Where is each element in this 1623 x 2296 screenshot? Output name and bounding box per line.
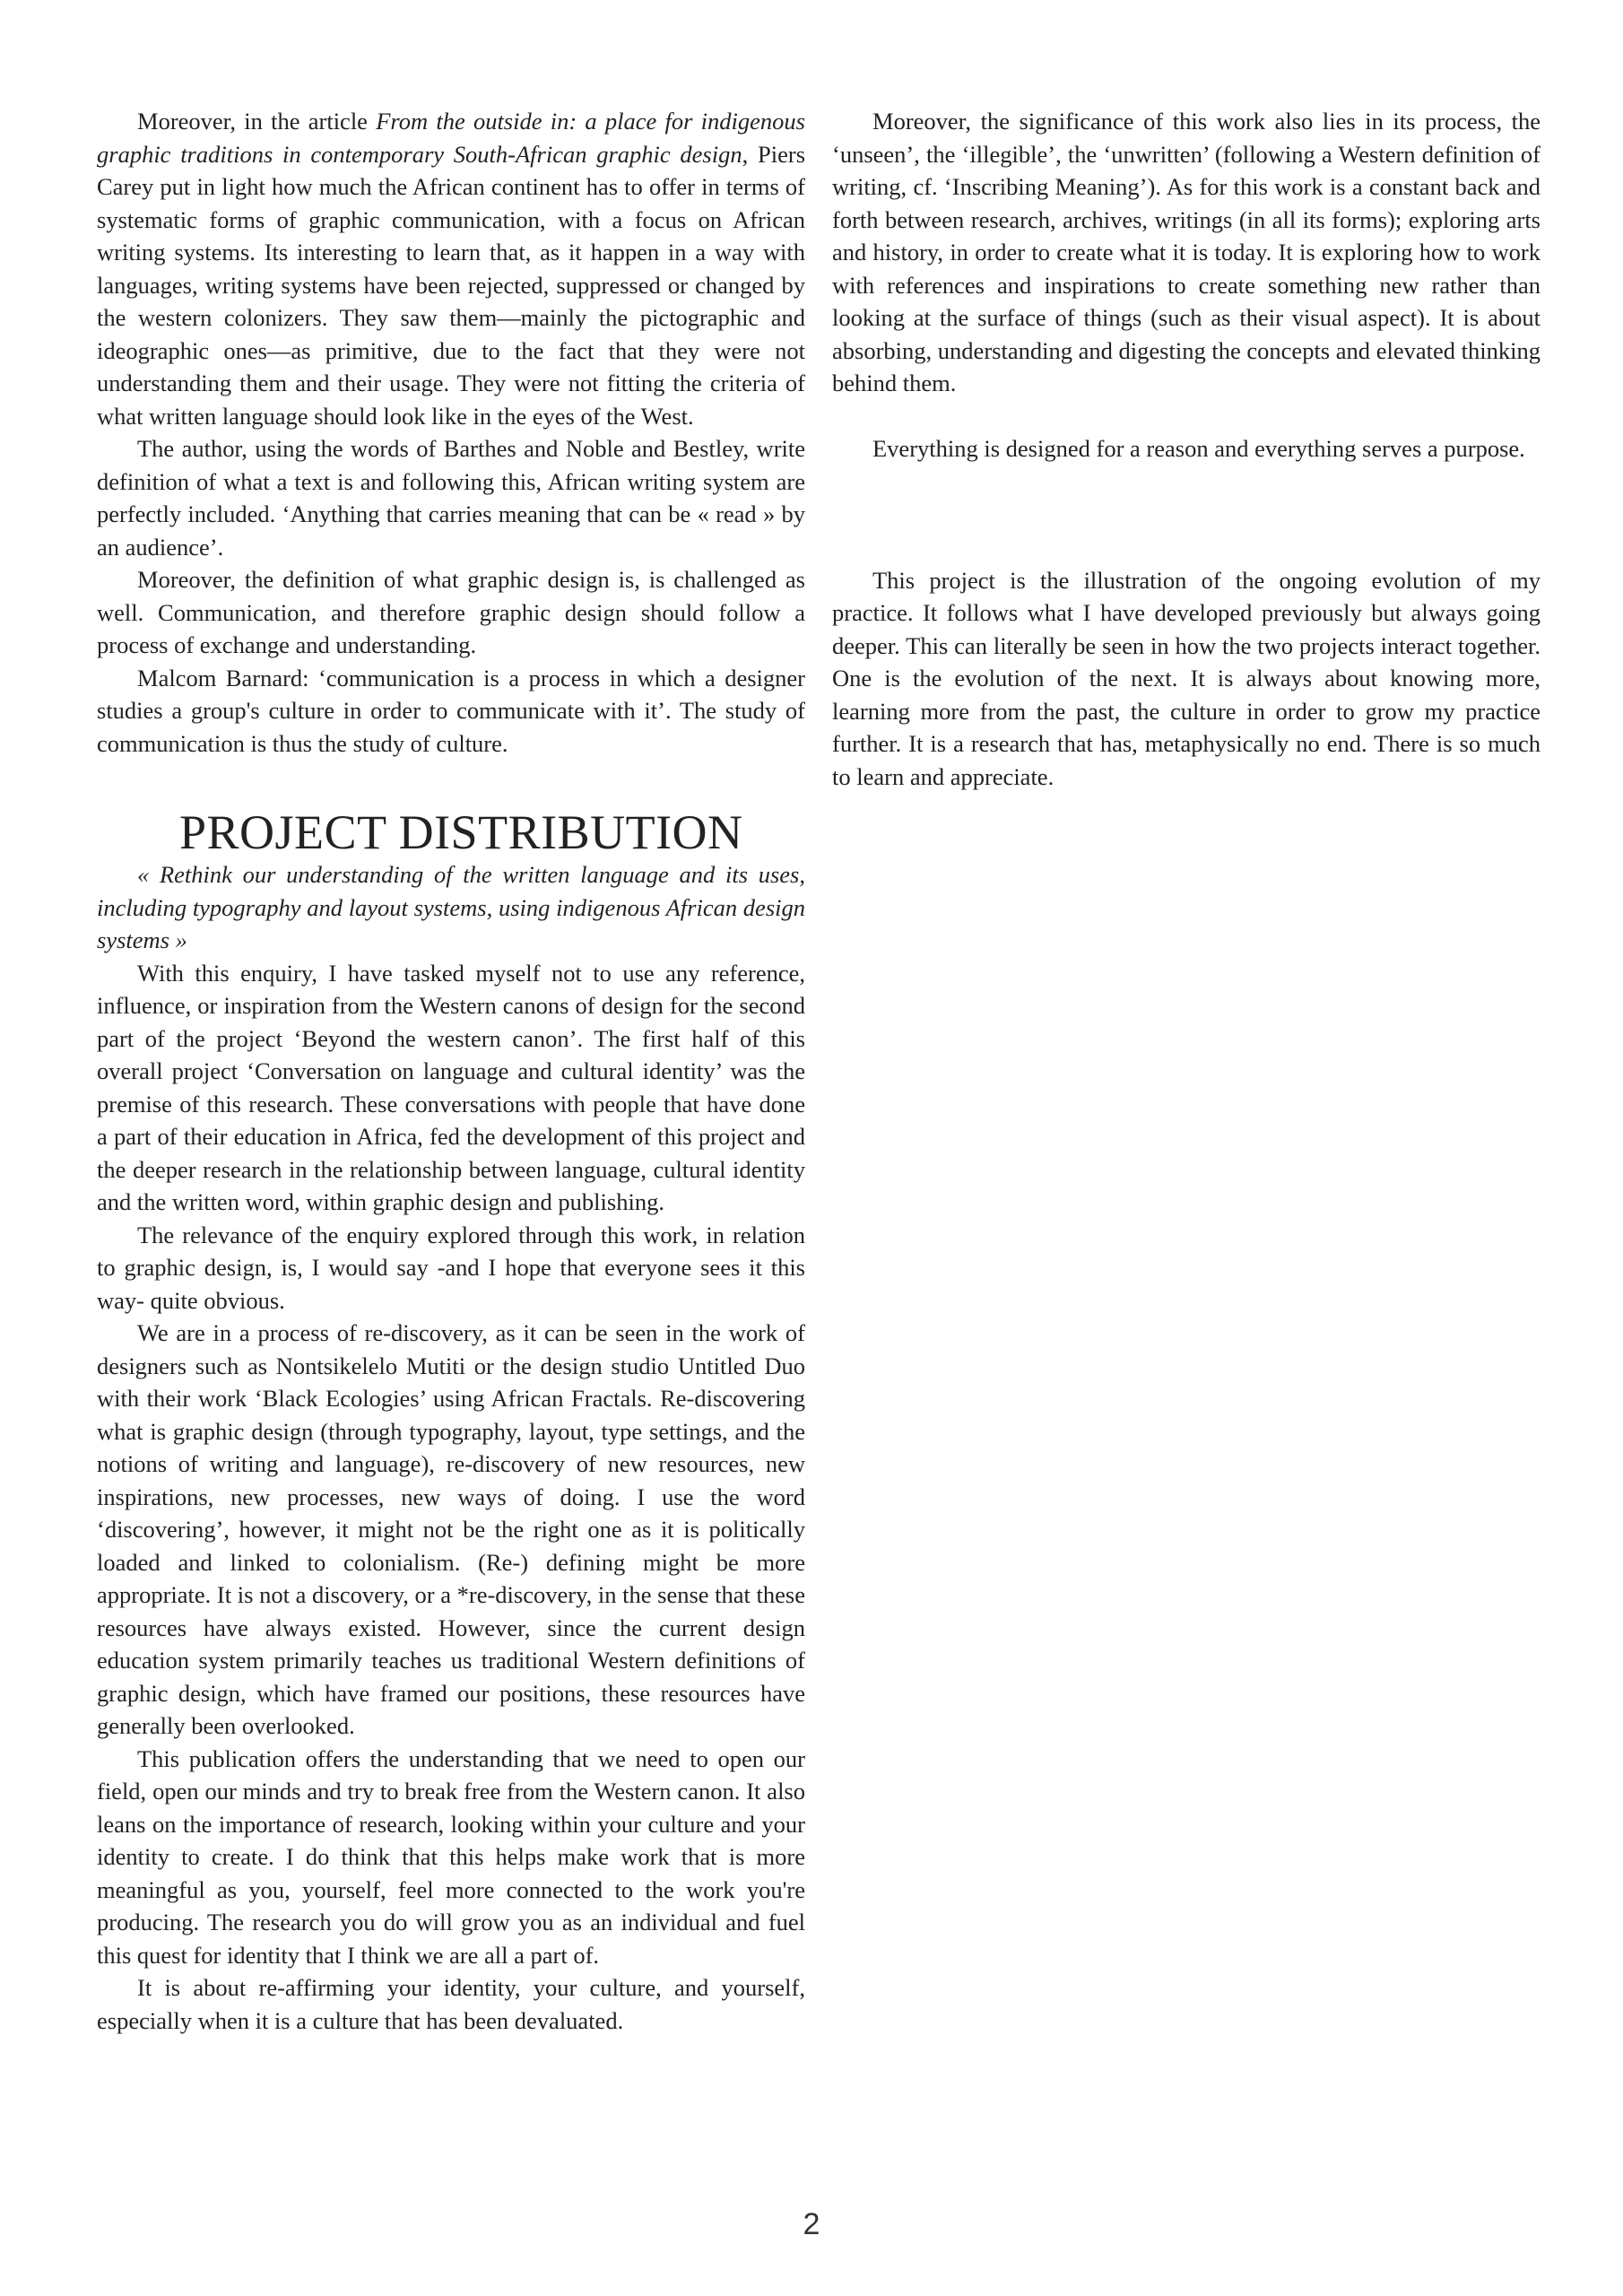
right-column [832,105,1541,793]
article-title: From the outside in: a place for indigenous graphic traditions in contemporary South-African graphic design [97,108,805,168]
body-paragraph: We are in a process of re-discovery, as it can be seen in the work of designers such as Nontsikelelo Mutiti or the design studio Untitled Duo with their work ‘Black Ecologies’ using African Fractals. Re-discovering what is graphic design (through typography, layout, type settings, and the notions of writing and language), re-discovery of new resources, new inspirations, new processes, new ways of doing. I use the word ‘discovering’, however, it might not be the right one as it is politically loaded and linked to colonialism. (Re-) defining might be more appropriate. It is not a discovery, or a *re-discovery, in the sense that these resources have always existed. However, since the current design education system primarily teaches us traditional Western definitions of graphic design, which have framed our positions, these resources have generally been overlooked. [97,1319,805,1739]
body-paragraph: The relevance of the enquiry explored through this work, in relation to graphic design, is, I would say -and I hope that everyone sees it this way- quite obvious. [97,1221,805,1314]
spacer [832,465,1541,564]
body-paragraph: With this enquiry, I have tasked myself not to use any reference, influence, or inspiration from the Western canons of design for the second part of the project ‘Beyond the western canon’. The first half of this overall project ‘Conversation on language and cultural identity’ was the premise of this research. These conversations with people that have done a part of their education in Africa, fed the development of this project and the deeper research in the relationship between language, cultural identity and the written word, within graphic design and publishing. [97,959,805,1215]
left-column [97,105,805,2037]
body-paragraph: The author, using the words of Barthes and Noble and Bestley, write definition of what a text is and following this, African writing system are perfectly included. ‘Anything that carries meaning that can be « read » by an audience’. [97,435,805,561]
section-heading: PROJECT DISTRIBUTION [179,805,743,859]
body-paragraph: Moreover, the significance of this work also lies in its process, the ‘unseen’, the ‘illegible’, the ‘unwritten’ (following a Western definition of writing, cf. ‘Inscribing Meaning’). As for this work is a constant back and forth between research, archives, writings (in all its forms); exploring arts and history, in order to create what it is today. It is exploring how to work with references and inspirations to create something new rather than looking at the surface of things (such as their visual aspect). It is about absorbing, understanding and digesting the concepts and elevated thinking behind them. [832,108,1541,396]
body-paragraph: It is about re-affirming your identity, your culture, and yourself, especially when it is a culture that has been devaluated. [97,1974,805,2034]
body-paragraph: Everything is designed for a reason and everything serves a purpose. [872,435,1525,462]
intro-paragraph: Moreover, in the article From the outside in: a place for indigenous graphic traditions in contemporary South-African graphic design, Piers Carey put in light how much the African continent has to offer in terms of systematic forms of graphic communication, with a focus on African writing systems. Its interesting to learn that, as it happen in a way with languages, writing systems have been rejected, suppressed or changed by the western colonizers. They saw them—mainly the pictographic and ideographic ones—as primitive, due to the fact that they were not understanding them and their usage. They were not fitting the criteria of what written language should look like in the eyes of the West. [97,108,806,430]
spacer [832,400,1541,433]
body-paragraph: Moreover, the definition of what graphic design is, is challenged as well. Communication, and therefore graphic design should follow a process of exchange and understanding. [97,566,805,658]
body-paragraph: This project is the illustration of the ongoing evolution of my practice. It follows what I have developed previously but always going deeper. This can literally be seen in how the two projects interact together. One is the evolution of the next. It is always about knowing more, learning more from the past, the culture in order to grow my practice further. It is a research that has, metaphysically no end. There is so much to learn and appreciate. [832,566,1541,790]
body-paragraph: Malcom Barnard: ‘communication is a process in which a designer studies a group's culture in order to communicate with it’. The study of communication is thus the study of culture. [97,664,805,757]
section-subheading: « Rethink our understanding of the written language and its uses, including typography and layout systems, using indigenous African design systems » [97,861,805,953]
body-paragraph: This publication offers the understanding that we need to open our field, open our minds and try to break free from the Western canon. It also leans on the importance of research, looking within your culture and your identity to create. I do think that this helps make work that is more meaningful as you, yourself, feel more connected to the work you're producing. The research you do will grow you as an individual and fuel this quest for identity that I think we are all a part of. [97,1744,805,1969]
page-number: 2 [803,2207,820,2241]
